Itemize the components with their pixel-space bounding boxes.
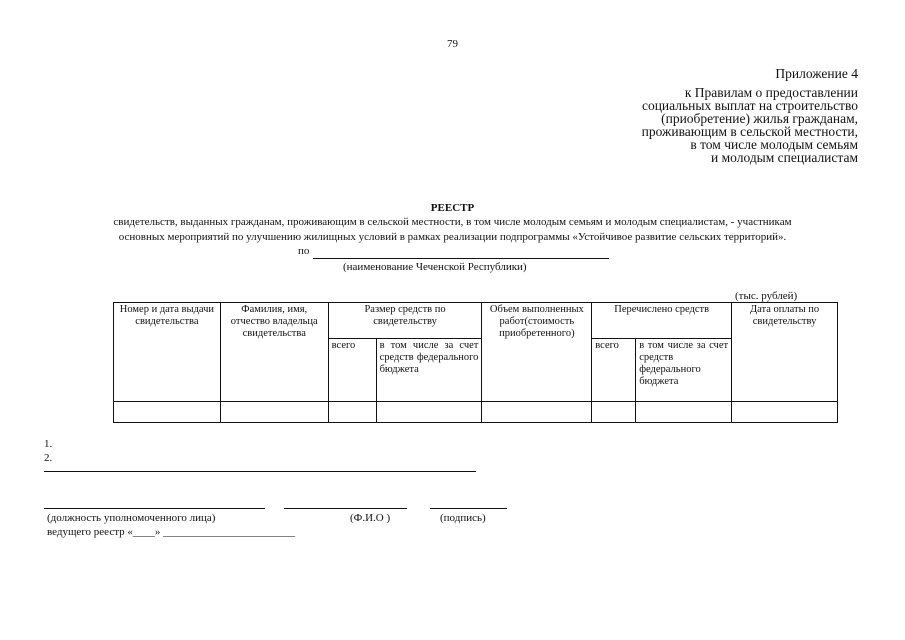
table-cell[interactable] xyxy=(114,402,221,423)
appendix-line: социальных выплат на строительство xyxy=(641,98,858,113)
po-label: по xyxy=(298,245,310,257)
table-cell[interactable] xyxy=(482,402,592,423)
full-name-field[interactable] xyxy=(284,508,407,509)
numbered-list xyxy=(44,437,52,465)
position-field[interactable] xyxy=(44,508,265,509)
list-item: 2. xyxy=(44,452,53,464)
region-name-field xyxy=(313,258,609,259)
table-cell[interactable] xyxy=(636,402,732,423)
subtitle-line: основных мероприятий по улучшению жилищных условий в рамках реализации подпрограммы «Устойчивое развитие сельских территорий». xyxy=(118,231,787,243)
appendix-reference xyxy=(642,86,858,164)
header-full-name: Фамилия, имя, отчество владельца свидетельства xyxy=(220,303,328,402)
table-cell[interactable] xyxy=(732,402,838,423)
subtitle-line: свидетельств, выданных гражданам, проживающим в сельской местности, в том числе молодым семьям и молодым специалистам, - участникам xyxy=(113,216,792,228)
table-cell[interactable] xyxy=(220,402,328,423)
header-work-volume: Объем выполненных работ(стоимость приобретенного) xyxy=(482,303,592,402)
appendix-line: проживающим в сельской местности, xyxy=(641,124,858,139)
list-item: 1. xyxy=(44,438,53,450)
register-subtitle xyxy=(40,215,865,245)
header-federal-budget: в том числе за счет средств федерального бюджета xyxy=(636,339,732,402)
signature-caption: (подпись) xyxy=(440,512,486,524)
header-total: всего xyxy=(328,339,376,402)
appendix-line: (приобретение) жилья гражданам, xyxy=(661,111,858,126)
table-cell[interactable] xyxy=(592,402,636,423)
header-total: всего xyxy=(592,339,636,402)
page-number: 79 xyxy=(447,38,458,50)
appendix-title: Приложение 4 xyxy=(775,66,858,81)
appendix-line: и молодым специалистам xyxy=(711,150,858,165)
table-cell[interactable] xyxy=(328,402,376,423)
register-title: РЕЕСТР xyxy=(430,202,475,214)
header-payment-date: Дата оплаты по свидетельству xyxy=(732,303,838,402)
table-header-row xyxy=(114,303,838,339)
signature-field[interactable] xyxy=(430,508,507,509)
header-federal-budget: в том числе за счет средств федерального бюджета xyxy=(376,339,482,402)
register-table xyxy=(113,302,838,423)
units-label: (тыс. рублей) xyxy=(735,290,798,302)
full-name-caption: (Ф.И.О ) xyxy=(350,512,391,524)
header-amount: Размер средств по свидетельству xyxy=(328,303,482,339)
table-cell[interactable] xyxy=(376,402,482,423)
appendix-line: к Правилам о предоставлении xyxy=(684,85,858,100)
region-name-caption: (наименование Чеченской Республики) xyxy=(343,261,527,273)
register-keeper-line: ведущего реестр «____» ________________________ xyxy=(47,526,296,538)
header-number-date: Номер и дата выдачи свидетельства xyxy=(114,303,221,402)
header-transferred: Перечислено средств xyxy=(592,303,732,339)
table-row xyxy=(114,402,838,423)
position-caption: (должность уполномоченного лица) xyxy=(47,512,216,524)
appendix-line: в том числе молодым семьям xyxy=(690,137,858,152)
separator-line xyxy=(44,471,476,472)
